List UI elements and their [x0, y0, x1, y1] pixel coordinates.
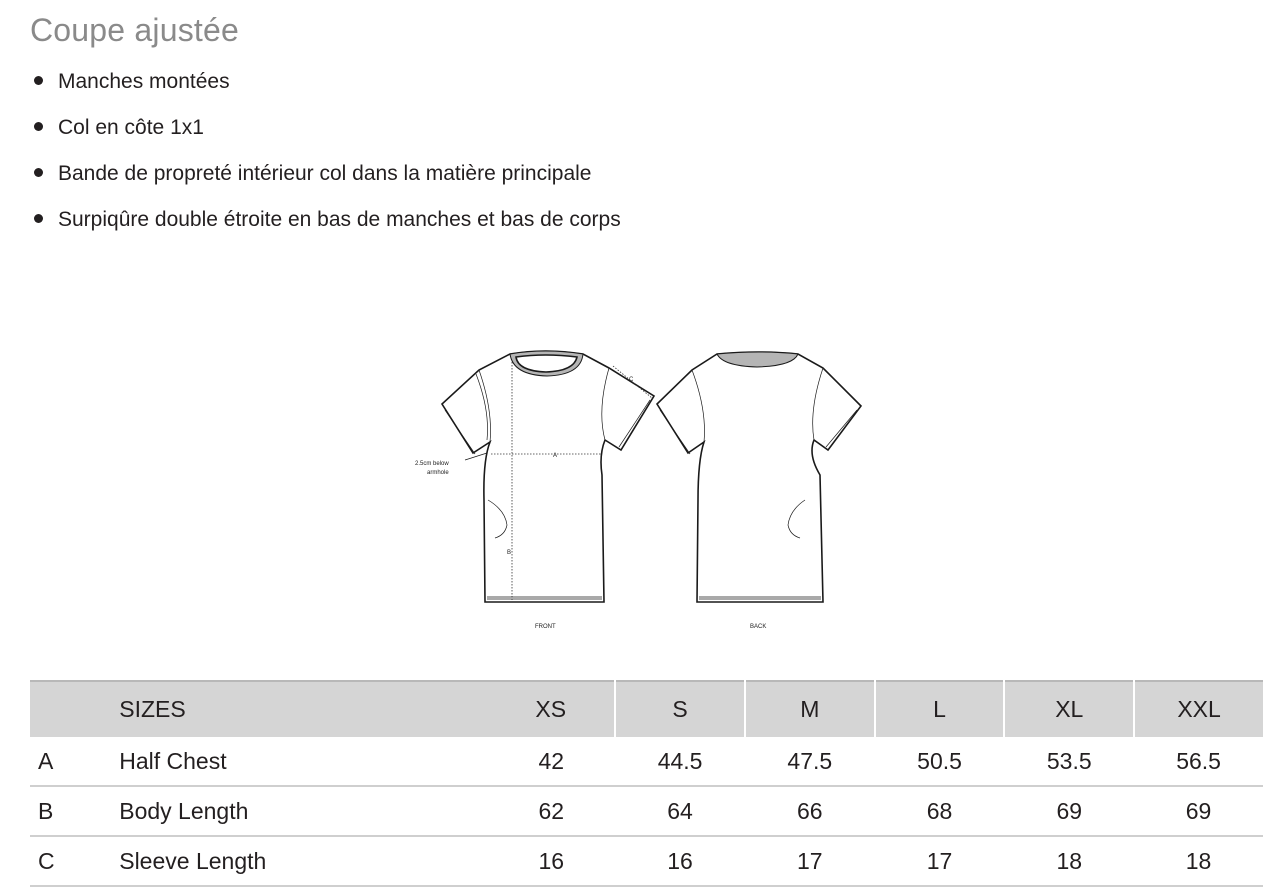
- table-cell: 50.5: [875, 737, 1005, 786]
- measure-a-label: A: [553, 453, 558, 459]
- table-cell: 16: [487, 836, 615, 886]
- table-header-cell: XL: [1004, 681, 1134, 737]
- feature-item: [30, 62, 621, 108]
- table-cell: Body Length: [119, 786, 487, 836]
- feature-text: Col en côte 1x1: [58, 116, 204, 139]
- table-header-cell: M: [745, 681, 875, 737]
- feature-text: Surpiqûre double étroite en bas de manches et bas de corps: [58, 208, 621, 231]
- table-cell: 69: [1134, 786, 1263, 836]
- table-cell: 42: [487, 737, 615, 786]
- size-chart-table: [30, 680, 1263, 887]
- table-cell: A: [30, 737, 119, 786]
- feature-list: [30, 62, 621, 246]
- table-cell: Sleeve Length: [119, 836, 487, 886]
- table-row: [30, 737, 1263, 786]
- table-cell: 17: [745, 836, 875, 886]
- tshirt-front-illustration: [415, 351, 654, 630]
- table-cell: C: [30, 836, 119, 886]
- table-cell: 18: [1134, 836, 1263, 886]
- table-cell: 47.5: [745, 737, 875, 786]
- table-header-cell: [30, 681, 119, 737]
- table-cell: 69: [1004, 786, 1134, 836]
- tshirt-drawing: [395, 340, 875, 640]
- armhole-note-line1: 2.5cm below: [415, 461, 449, 467]
- table-header-cell: XXL: [1134, 681, 1263, 737]
- table-cell: B: [30, 786, 119, 836]
- feature-text: Manches montées: [58, 70, 230, 93]
- page-title: Coupe ajustée: [30, 12, 239, 48]
- table-cell: 56.5: [1134, 737, 1263, 786]
- measure-b-label: B: [507, 550, 512, 556]
- table-header-row: [30, 681, 1263, 737]
- table-header-cell: SIZES: [119, 681, 487, 737]
- feature-text: Bande de propreté intérieur col dans la matière principale: [58, 162, 592, 185]
- armhole-note-line2: armhole: [427, 470, 449, 476]
- bullet-icon: [34, 122, 43, 131]
- tshirt-back-illustration: [657, 352, 861, 630]
- table-cell: 16: [615, 836, 745, 886]
- table-cell: 62: [487, 786, 615, 836]
- table-cell: Half Chest: [119, 737, 487, 786]
- table-cell: 68: [875, 786, 1005, 836]
- front-label: FRONT: [535, 624, 556, 630]
- table-cell: 44.5: [615, 737, 745, 786]
- feature-item: [30, 108, 621, 154]
- table-row: [30, 836, 1263, 886]
- back-label: BACK: [750, 624, 767, 630]
- table-cell: 17: [875, 836, 1005, 886]
- table-header-cell: XS: [487, 681, 615, 737]
- table-header-cell: L: [875, 681, 1005, 737]
- bullet-icon: [34, 168, 43, 177]
- feature-item: [30, 200, 621, 246]
- measure-c-label: C: [629, 377, 634, 383]
- table-row: [30, 786, 1263, 836]
- tshirt-diagram: [395, 340, 875, 640]
- bullet-icon: [34, 76, 43, 85]
- table-cell: 64: [615, 786, 745, 836]
- table-header-cell: S: [615, 681, 745, 737]
- table-cell: 66: [745, 786, 875, 836]
- bullet-icon: [34, 214, 43, 223]
- table-cell: 18: [1004, 836, 1134, 886]
- table-cell: 53.5: [1004, 737, 1134, 786]
- feature-item: [30, 154, 621, 200]
